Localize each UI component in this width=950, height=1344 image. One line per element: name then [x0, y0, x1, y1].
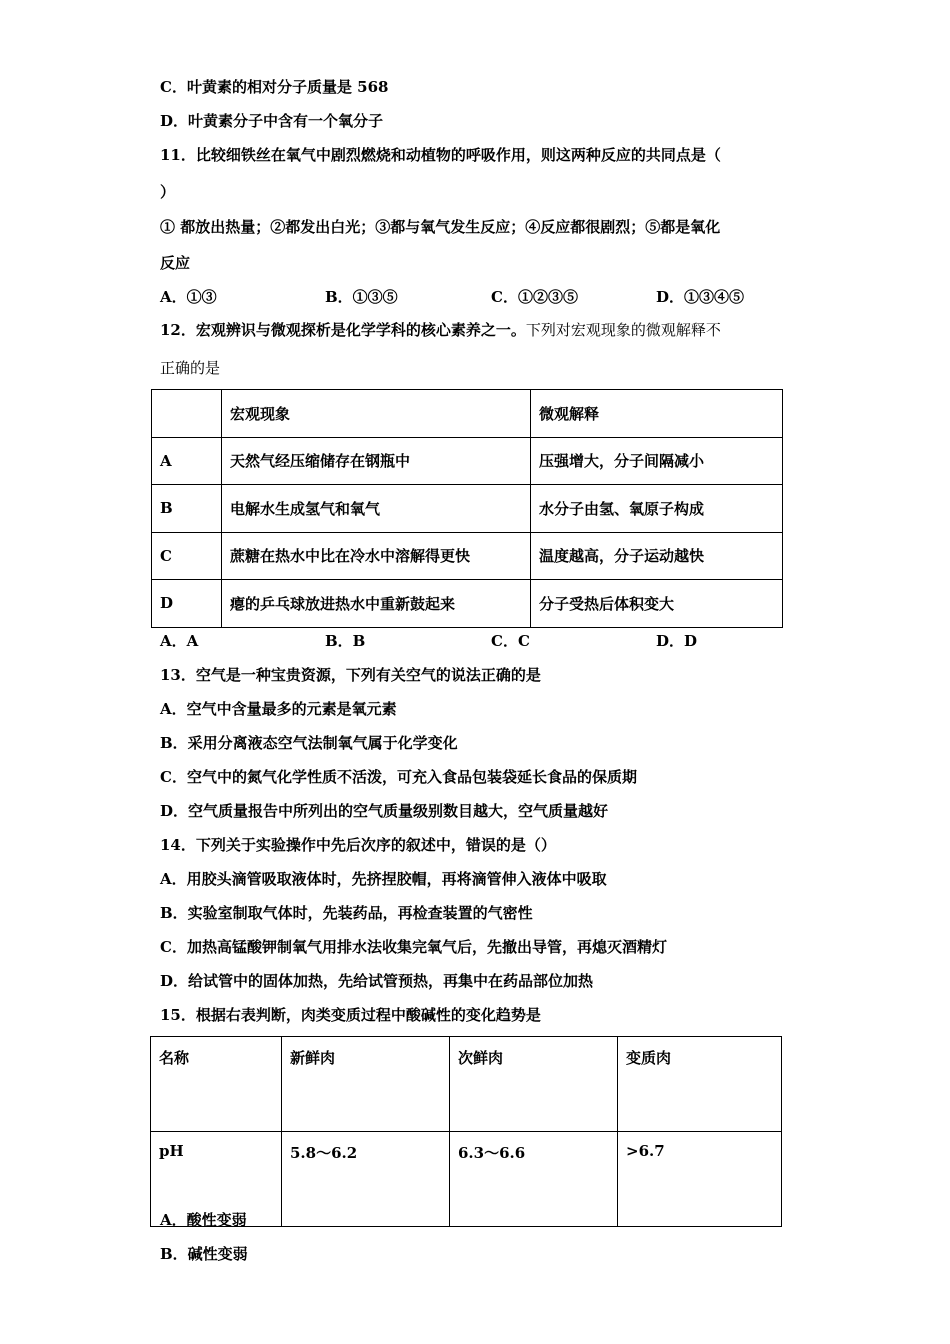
table-header: 宏观现象	[222, 390, 531, 438]
table-cell: 瘪的乒乓球放进热水中重新鼓起来	[222, 580, 531, 628]
q14-option-d: D．给试管中的固体加热，先给试管预热，再集中在药品部位加热	[160, 972, 594, 990]
table-row	[152, 485, 783, 533]
q13-stem: 13．空气是一种宝贵资源，下列有关空气的说法正确的是	[160, 666, 541, 684]
table-cell: 天然气经压缩储存在钢瓶中	[222, 437, 531, 485]
q11-option-d: D．①③④⑤	[656, 288, 745, 306]
q12-stem-bold: 12．宏观辨识与微观探析是化学学科的核心素养之一。	[160, 321, 526, 339]
table-cell: pH	[151, 1132, 282, 1227]
table-cell: C	[152, 532, 222, 580]
q11-stem: 11．比较细铁丝在氧气中剧烈燃烧和动植物的呼吸作用，则这两种反应的共同点是（	[160, 146, 721, 164]
table-cell: B	[152, 485, 222, 533]
table-cell	[152, 390, 222, 438]
table-header: 名称	[151, 1037, 282, 1132]
table-header: 次鲜肉	[450, 1037, 618, 1132]
table-cell: 蔗糖在热水中比在冷水中溶解得更快	[222, 532, 531, 580]
q12-option-d: D．D	[656, 632, 698, 650]
q13-option-c: C．空气中的氮气化学性质不活泼，可充入食品包装袋延长食品的保质期	[160, 768, 637, 786]
table-cell: 压强增大，分子间隔减小	[531, 437, 783, 485]
q13-option-a: A．空气中含量最多的元素是氧元素	[160, 700, 397, 718]
q11-option-c: C．①②③⑤	[491, 288, 578, 306]
table-cell: 电解水生成氢气和氧气	[222, 485, 531, 533]
q14-stem: 14．下列关于实验操作中先后次序的叙述中，错误的是（）	[160, 836, 556, 854]
q11-stem-cont: ）	[160, 183, 176, 201]
table-row	[152, 437, 783, 485]
q14-option-a: A．用胶头滴管吸取液体时，先挤捏胶帽，再将滴管伸入液体中吸取	[160, 870, 607, 888]
table-cell: 5.8～6.2	[282, 1132, 450, 1227]
q12-option-c: C．C	[491, 632, 530, 650]
q13-option-d: D．空气质量报告中所列出的空气质量级别数目越大，空气质量越好	[160, 802, 609, 820]
q11-items: ① 都放出热量；②都发出白光；③都与氧气发生反应；④反应都很剧烈；⑤都是氧化	[160, 218, 721, 236]
q15-stem: 15．根据右表判断，肉类变质过程中酸碱性的变化趋势是	[160, 1006, 541, 1024]
q12-option-b: B．B	[325, 632, 366, 650]
q13-option-b: B．采用分离液态空气法制氧气属于化学变化	[160, 734, 458, 752]
q11-option-b: B．①③⑤	[325, 288, 398, 306]
table-cell: >6.7	[618, 1132, 782, 1227]
table-header-row	[152, 390, 783, 438]
table-cell: 6.3～6.6	[450, 1132, 618, 1227]
table-header: 微观解释	[531, 390, 783, 438]
table-row	[152, 580, 783, 628]
q12-stem	[160, 320, 721, 340]
q15-table	[150, 1036, 782, 1227]
q10-option-c: C．叶黄素的相对分子质量是 568	[160, 78, 389, 96]
q11-option-a: A．①③	[160, 288, 217, 306]
table-cell: 温度越高，分子运动越快	[531, 532, 783, 580]
table-cell: D	[152, 580, 222, 628]
q14-option-b: B．实验室制取气体时，先装药品，再检查装置的气密性	[160, 904, 533, 922]
table-cell: A	[152, 437, 222, 485]
table-header: 新鲜肉	[282, 1037, 450, 1132]
table-header-row	[151, 1037, 782, 1132]
table-row	[152, 532, 783, 580]
q14-option-c: C．加热高锰酸钾制氧气用排水法收集完氧气后，先撤出导管，再熄灭酒精灯	[160, 938, 667, 956]
q12-option-a: A．A	[160, 632, 199, 650]
q12-stem-cont: 正确的是	[160, 359, 221, 377]
q10-option-d: D．叶黄素分子中含有一个氧分子	[160, 112, 384, 130]
q12-table	[151, 389, 783, 628]
q15-option-b: B．碱性变弱	[160, 1245, 248, 1263]
q12-stem-normal: 下列对宏观现象的微观解释不	[525, 321, 721, 339]
table-cell: 分子受热后体积变大	[531, 580, 783, 628]
table-header: 变质肉	[618, 1037, 782, 1132]
q11-items-cont: 反应	[160, 254, 191, 272]
table-cell: 水分子由氢、氧原子构成	[531, 485, 783, 533]
q15-option-a: A．酸性变弱	[160, 1211, 247, 1229]
